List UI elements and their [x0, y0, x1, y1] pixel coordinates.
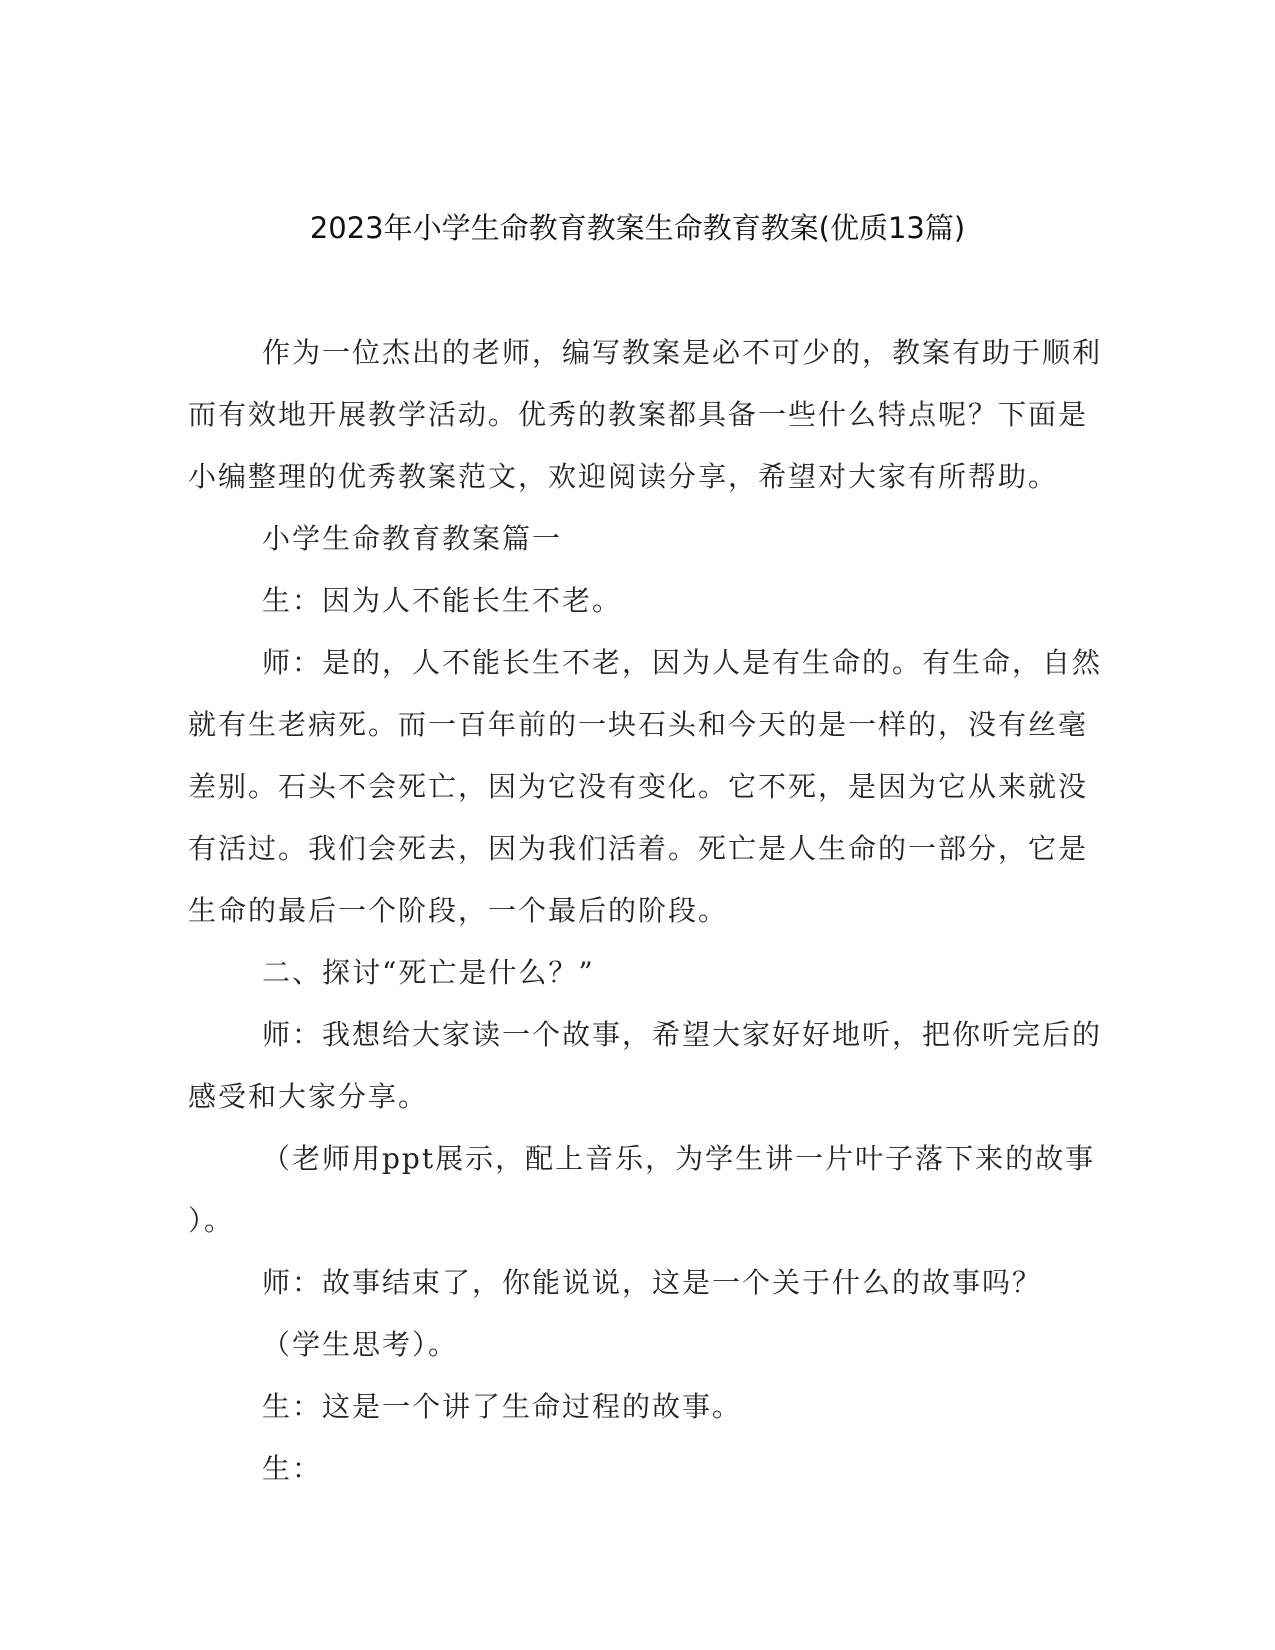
section-heading: 二、探讨“死亡是什么？”	[262, 956, 595, 989]
text-line: （老师用ppt展示，配上音乐，为学生讲一片叶子落下来的故事	[262, 1142, 1096, 1175]
text-line: 师：是的，人不能长生不老，因为人是有生命的。有生命，自然	[262, 646, 1103, 679]
text-line: （学生思考）。	[262, 1328, 459, 1361]
text-line: 作为一位杰出的老师，编写教案是必不可少的，教案有助于顺利	[262, 336, 1103, 369]
text-line: 生：	[262, 1452, 323, 1485]
text-line: 生：这是一个讲了生命过程的故事。	[262, 1390, 743, 1423]
text-line: 生命的最后一个阶段，一个最后的阶段。	[188, 894, 729, 927]
section-heading: 小学生命教育教案篇一	[262, 522, 563, 555]
text-line: 有活过。我们会死去，因为我们活着。死亡是人生命的一部分，它是	[188, 832, 1089, 865]
text-line: 师：我想给大家读一个故事，希望大家好好地听，把你听完后的	[262, 1018, 1103, 1051]
text-line: ）。	[188, 1204, 235, 1237]
text-line: 感受和大家分享。	[188, 1080, 429, 1113]
text-line: 师：故事结束了，你能说说，这是一个关于什么的故事吗？	[262, 1266, 1043, 1299]
document-title: 2023年小学生命教育教案生命教育教案(优质13篇)	[309, 211, 966, 245]
text-line: 就有生老病死。而一百年前的一块石头和今天的是一样的，没有丝毫	[188, 708, 1089, 741]
text-line: 生：因为人不能长生不老。	[262, 584, 623, 617]
text-line: 小编整理的优秀教案范文，欢迎阅读分享，希望对大家有所帮助。	[188, 460, 1059, 493]
document-body	[188, 322, 1103, 1500]
text-line: 差别。石头不会死亡，因为它没有变化。它不死，是因为它从来就没	[188, 770, 1089, 803]
text-line: 而有效地开展教学活动。优秀的教案都具备一些什么特点呢？下面是	[188, 398, 1089, 431]
